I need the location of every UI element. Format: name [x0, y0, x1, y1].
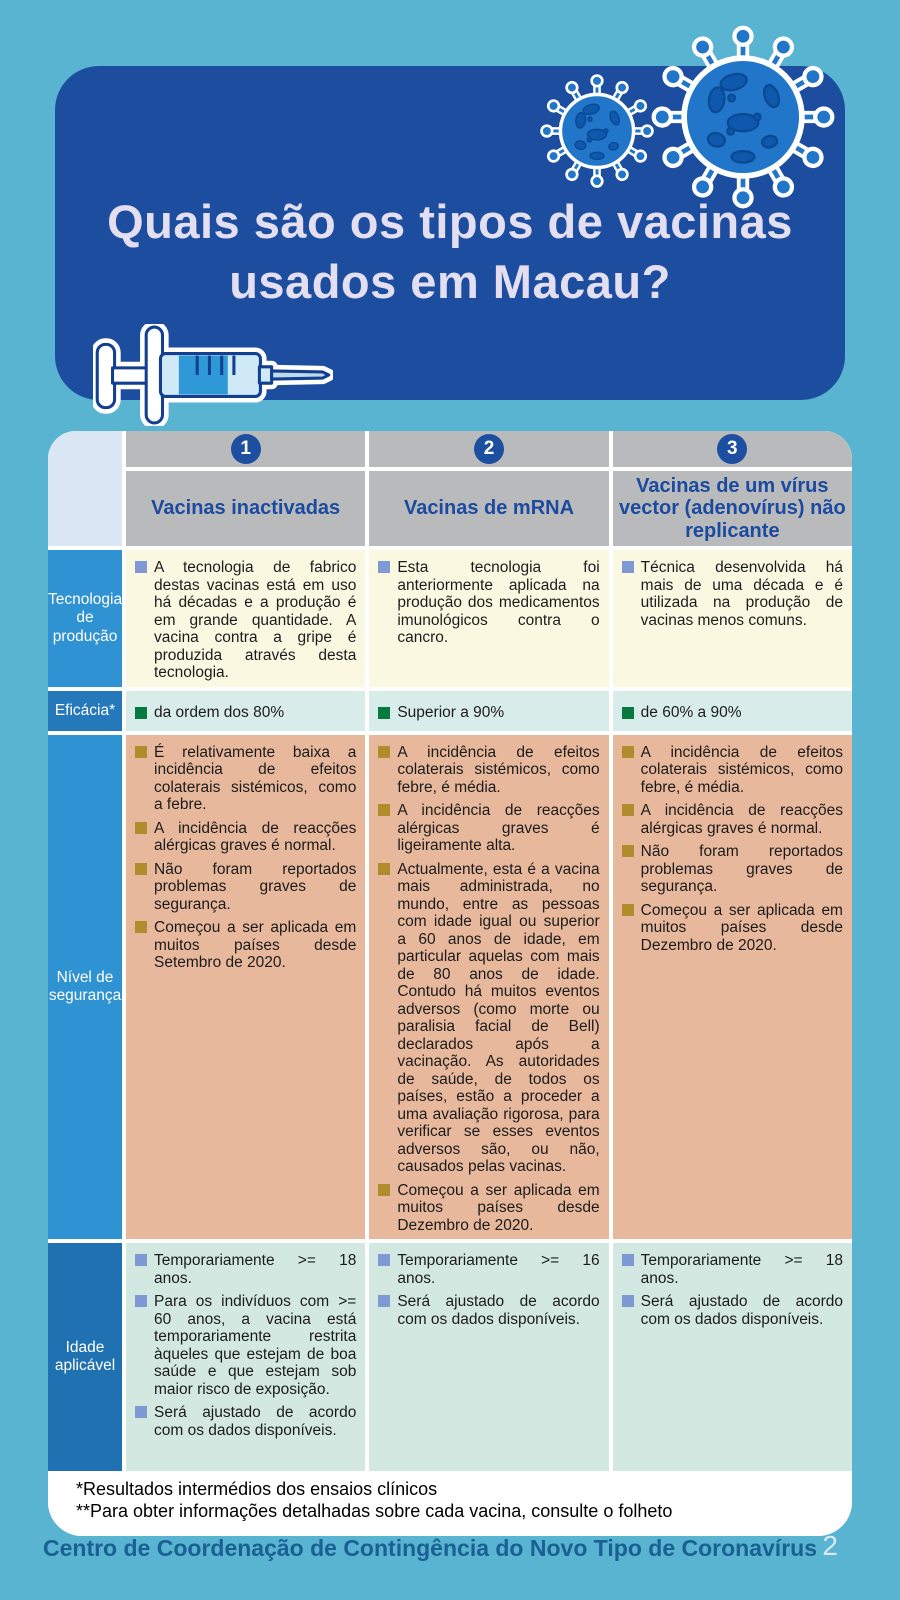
bullet-item	[378, 1182, 599, 1235]
square-bullet-icon	[135, 707, 147, 719]
bullet-item	[622, 744, 843, 797]
table-corner-cell	[48, 431, 122, 546]
cell-safety-col3	[613, 735, 852, 1240]
bullet-item	[378, 861, 599, 1176]
bullet-text: Será ajustado de acordo com os dados disponíveis.	[154, 1404, 357, 1439]
bullet-text: Temporariamente >= 18 anos.	[154, 1252, 357, 1287]
cell-age-col1	[126, 1243, 365, 1471]
column-header-vector: Vacinas de um vírus vector (adenovírus) não replicante	[613, 471, 852, 546]
square-bullet-icon	[622, 707, 634, 719]
bullet-item	[622, 802, 843, 837]
bullet-text: Começou a ser aplicada em muitos países desde Dezembro de 2020.	[397, 1181, 600, 1234]
square-bullet-icon	[378, 1254, 390, 1266]
coronavirus-icon	[648, 22, 838, 212]
row-label-efficacy: Eficácia*	[48, 691, 122, 731]
table-grid	[48, 431, 852, 1471]
vaccine-comparison-table	[48, 431, 852, 1536]
bullet-text: A incidência de reacções alérgicas graves é normal.	[640, 802, 843, 837]
syringe-icon	[93, 324, 333, 426]
square-bullet-icon	[622, 561, 634, 573]
square-bullet-icon	[622, 804, 634, 816]
bullet-text: Será ajustado de acordo com os dados disponíveis.	[397, 1293, 600, 1328]
square-bullet-icon	[378, 1184, 390, 1196]
bullet-item	[622, 1293, 843, 1328]
square-bullet-icon	[135, 822, 147, 834]
column-number-3	[613, 431, 852, 467]
square-bullet-icon	[378, 863, 390, 875]
footnotes	[48, 1471, 852, 1536]
bullet-text: Temporariamente >= 16 anos.	[397, 1252, 600, 1287]
bullet-text: A incidência de reacções alérgicas graves é normal.	[154, 819, 357, 855]
footer-caption: Centro de Coordenação de Contingência do Novo Tipo de Coronavírus	[43, 1535, 817, 1561]
square-bullet-icon	[135, 1406, 147, 1418]
bullet-text: Começou a ser aplicada em muitos países desde Dezembro de 2020.	[640, 901, 843, 954]
bullet-text: Não foram reportados problemas graves de segurança.	[154, 860, 357, 913]
page-title-line2: usados em Macau?	[229, 254, 671, 308]
column-number-2	[369, 431, 608, 467]
bullet-item	[378, 802, 599, 855]
bullet-item	[378, 559, 599, 647]
row-label-age: Idade aplicável	[48, 1243, 122, 1471]
bullet-item	[622, 843, 843, 896]
square-bullet-icon	[622, 746, 634, 758]
bullet-text: Actualmente, esta é a vacina mais administrada, no mundo, entre as pessoas com idade igual ou superior a 60 anos de idade, em particular aquelas com mais de 80 anos de idade. Contudo há muitos eventos adversos (como morte ou paralisia facial de Bell) declarados após a vacinação. As autoridades de saúde, de todos os países, estão a proceder a uma avaliação rigorosa, para verificar se esses eventos adversos são, ou não, causados pelas vacinas.	[397, 860, 600, 1176]
cell-age-col3	[613, 1243, 852, 1471]
page-title	[55, 192, 845, 311]
bullet-text: Começou a ser aplicada em muitos países desde Setembro de 2020.	[154, 919, 357, 972]
cell-safety-col1	[126, 735, 365, 1240]
bullet-text: É relativamente baixa a incidência de efeitos colaterais sistémicos, como a febre.	[154, 743, 357, 814]
square-bullet-icon	[378, 804, 390, 816]
square-bullet-icon	[135, 1254, 147, 1266]
bullet-text: Técnica desenvolvida há mais de uma década e é utilizada na produção de vacinas menos comuns.	[640, 559, 843, 629]
cell-efficacy-col2	[369, 691, 608, 731]
column-header-inactivated: Vacinas inactivadas	[126, 471, 365, 546]
bullet-text: Será ajustado de acordo com os dados disponíveis.	[640, 1293, 843, 1328]
cell-efficacy-col1	[126, 691, 365, 731]
number-badge-icon: 2	[474, 434, 504, 464]
bullet-text: Temporariamente >= 18 anos.	[640, 1252, 843, 1287]
bullet-item	[378, 744, 599, 797]
bullet-text: Não foram reportados problemas graves de segurança.	[640, 843, 843, 896]
bullet-text: da ordem dos 80%	[154, 703, 285, 721]
square-bullet-icon	[378, 561, 390, 573]
cell-age-col2	[369, 1243, 608, 1471]
bullet-item	[135, 820, 356, 855]
square-bullet-icon	[622, 845, 634, 857]
page-title-line1: Quais são os tipos de vacinas	[107, 195, 793, 248]
square-bullet-icon	[622, 1295, 634, 1307]
bullet-item	[378, 1293, 599, 1328]
square-bullet-icon	[135, 1295, 147, 1307]
bullet-item	[622, 704, 742, 722]
bullet-item	[378, 1252, 599, 1287]
square-bullet-icon	[378, 707, 390, 719]
bullet-text: Esta tecnologia foi anteriormente aplicada na produção dos medicamentos imunológicos contra o cancro.	[397, 559, 600, 647]
cell-technology-col2	[369, 550, 608, 687]
bullet-item	[135, 704, 284, 722]
cell-efficacy-col3	[613, 691, 852, 731]
bullet-item	[135, 744, 356, 814]
bullet-text: A tecnologia de fabrico destas vacinas está em uso há décadas e a produção é em grande quantidade. A vacina contra a gripe é produzida através desta tecnologia.	[154, 559, 357, 682]
footnote-2: **Para obter informações detalhadas sobre cada vacina, consulte o folheto	[76, 1501, 673, 1522]
row-label-technology: Tecnologia de produção	[48, 550, 122, 687]
bullet-text: Superior a 90%	[397, 703, 505, 721]
square-bullet-icon	[622, 1254, 634, 1266]
column-header-mrna: Vacinas de mRNA	[369, 471, 608, 546]
square-bullet-icon	[135, 561, 147, 573]
bullet-text: A incidência de efeitos colaterais sistémicos, como febre, é média.	[640, 743, 843, 796]
footnote-1: *Resultados intermédios dos ensaios clínicos	[76, 1479, 438, 1500]
square-bullet-icon	[378, 1295, 390, 1307]
bullet-item	[135, 1252, 356, 1287]
bullet-text: A incidência de efeitos colaterais sistémicos, como febre, é média.	[397, 743, 600, 796]
bullet-item	[378, 704, 504, 722]
cell-technology-col1	[126, 550, 365, 687]
page-number: 2	[822, 1530, 838, 1561]
bullet-item	[622, 902, 843, 955]
bullet-item	[135, 559, 356, 682]
row-label-safety: Nível de segurança	[48, 735, 122, 1240]
bullet-item	[135, 1404, 356, 1439]
bullet-text: Para os indivíduos com >= 60 anos, a vacina está temporariamente restrita àqueles que estejam de boa saúde e que estejam sob maior risco de exposição.	[154, 1293, 357, 1398]
bullet-item	[135, 1293, 356, 1398]
number-badge-icon: 1	[231, 434, 261, 464]
bullet-item	[135, 919, 356, 972]
bullet-text: A incidência de reacções alérgicas graves é ligeiramente alta.	[397, 802, 600, 855]
number-badge-icon: 3	[717, 434, 747, 464]
cell-technology-col3	[613, 550, 852, 687]
bullet-item	[622, 1252, 843, 1287]
square-bullet-icon	[135, 746, 147, 758]
coronavirus-icon	[538, 72, 656, 190]
square-bullet-icon	[135, 863, 147, 875]
column-number-1	[126, 431, 365, 467]
bullet-item	[622, 559, 843, 629]
bullet-text: de 60% a 90%	[640, 703, 742, 721]
square-bullet-icon	[378, 746, 390, 758]
bullet-item	[135, 861, 356, 914]
cell-safety-col2	[369, 735, 608, 1240]
square-bullet-icon	[622, 904, 634, 916]
square-bullet-icon	[135, 921, 147, 933]
